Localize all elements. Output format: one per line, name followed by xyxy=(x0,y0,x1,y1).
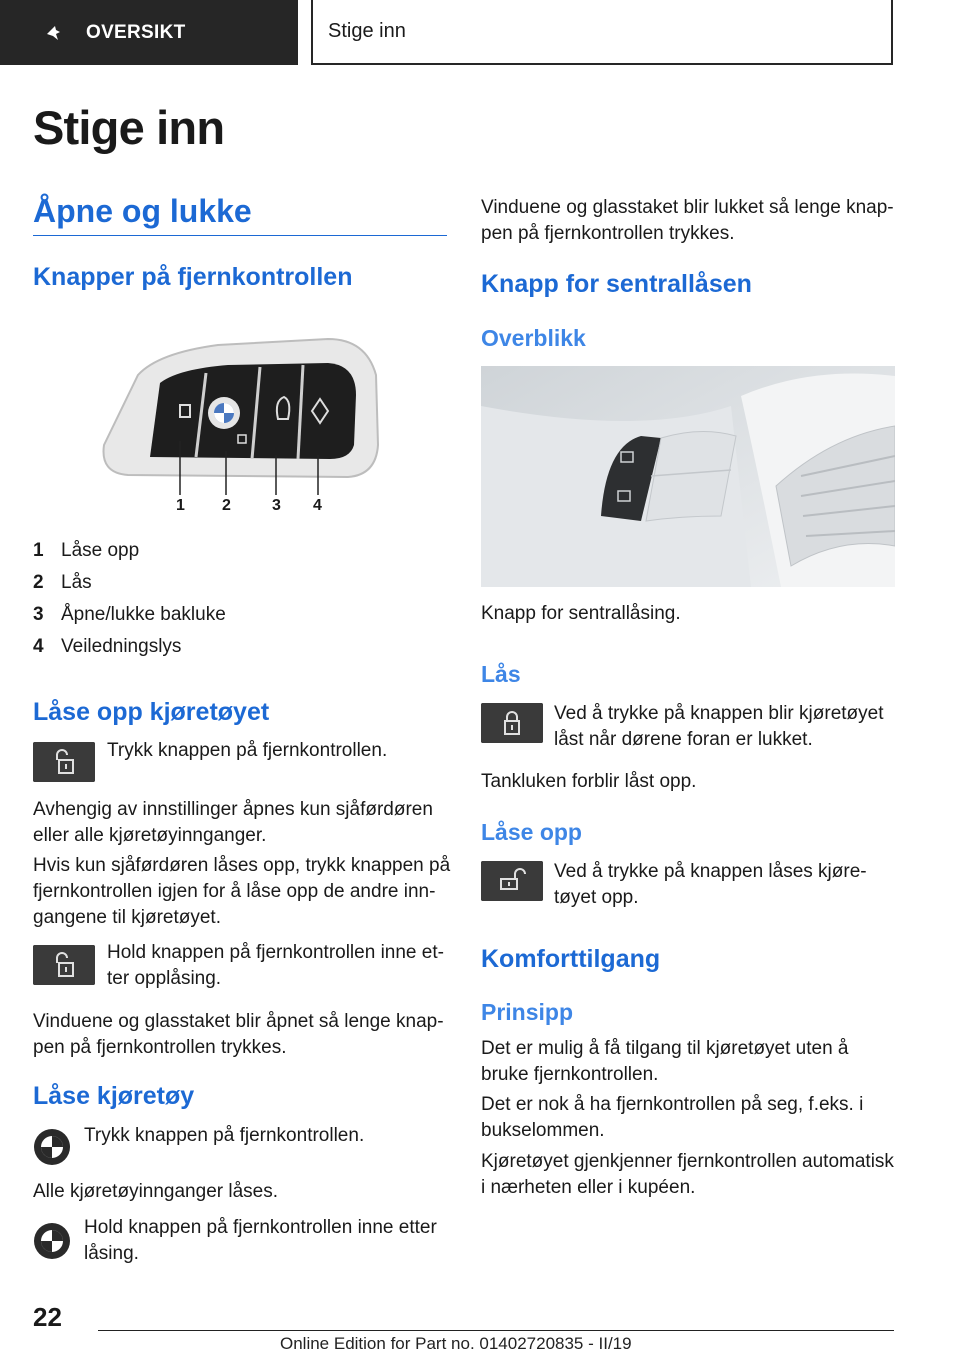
unlock-p4-l2: ter opplåsing. xyxy=(107,968,222,989)
photo-caption: Knapp for sentrallåsing. xyxy=(481,603,681,624)
lock-desc-l2: låst når dørene foran er lukket. xyxy=(554,729,813,750)
callout-4: 4 xyxy=(313,497,322,514)
fuel-note: Tankluken forblir låst opp. xyxy=(481,771,697,792)
tab-section[interactable] xyxy=(311,0,893,65)
principle-p2-l1: Det er nok å ha fjernkontrollen på seg, f.eks. i xyxy=(481,1094,864,1115)
principle-p3-l1: Kjøretøyet gjenkjenner fjernkontrollen automatisk xyxy=(481,1151,894,1172)
tab-section-label: Stige inn xyxy=(328,20,406,42)
unlock-p1: Trykk knappen på fjernkontrollen. xyxy=(107,740,388,761)
unlock-p5-l2: pen på fjernkontrollen trykkes. xyxy=(33,1037,287,1058)
unlock-p3-l2: fjernkontrollen igjen for å låse opp de andre inn- xyxy=(33,881,436,902)
lock-p3-l1: Hold knappen på fjernkontrollen inne etter xyxy=(84,1217,437,1238)
callout-3: 3 xyxy=(272,497,281,514)
intro-l2: pen på fjernkontrollen trykkes. xyxy=(481,223,735,244)
tab-overview-label: OVERSIKT xyxy=(86,21,186,43)
tab-overview[interactable] xyxy=(0,0,298,65)
unlock-p3-l1: Hvis kun sjåførdøren låses opp, trykk knappen på xyxy=(33,855,451,876)
remote-legend xyxy=(33,540,433,660)
unlock-slot-button-icon xyxy=(481,861,543,901)
unlock-p2-l2: eller alle kjøretøyinnganger. xyxy=(33,825,267,846)
unlock-button-icon xyxy=(33,742,95,782)
intro-l1: Vinduene og glasstaket blir lukket så lenge knap- xyxy=(481,197,894,218)
list-item: 3 Åpne/lukke bakluke xyxy=(33,604,226,625)
principle-title: Prinsipp xyxy=(481,999,574,1025)
list-item: 2 Lås xyxy=(33,572,92,593)
door-panel-photo xyxy=(481,366,895,587)
remote-key-illustration xyxy=(98,335,388,525)
principle-p1-l1: Det er mulig å få tilgang til kjøretøyet uten å xyxy=(481,1038,849,1059)
unlock-p5-l1: Vinduene og glasstaket blir åpnet så lenge knap- xyxy=(33,1011,444,1032)
lock-p1: Trykk knappen på fjernkontrollen. xyxy=(84,1125,365,1146)
unlock-title: Låse opp kjøretøyet xyxy=(33,698,270,726)
callout-1: 1 xyxy=(176,497,185,514)
lock-button-icon xyxy=(481,703,543,743)
page-title: Stige inn xyxy=(33,101,225,154)
remote-title: Knapper på fjernkontrollen xyxy=(33,263,353,291)
lock-p3-l2: låsing. xyxy=(84,1243,139,1264)
unlock-desc-l2: tøyet opp. xyxy=(554,887,639,908)
unlock-button-icon xyxy=(33,945,95,985)
bmw-roundel-icon xyxy=(33,1128,71,1166)
bmw-roundel-icon xyxy=(33,1222,71,1260)
unlock-title-right: Låse opp xyxy=(481,819,582,845)
lock-title: Låse kjøretøy xyxy=(33,1082,195,1110)
overview-title: Overblikk xyxy=(481,325,586,351)
principle-p3-l2: i nærheten eller i kupéen. xyxy=(481,1177,696,1198)
principle-p2-l2: bukselommen. xyxy=(481,1120,605,1141)
principle-p1-l2: bruke fjernkontrollen. xyxy=(481,1064,659,1085)
lock-title-right: Lås xyxy=(481,661,521,687)
unlock-p4-l1: Hold knappen på fjernkontrollen inne et- xyxy=(107,942,444,963)
section-title: Åpne og lukke xyxy=(33,193,252,229)
page-number: 22 xyxy=(33,1302,62,1332)
unlock-p3-l3: gangene til kjøretøyet. xyxy=(33,907,221,928)
unlock-desc-l1: Ved å trykke på knappen låses kjøre- xyxy=(554,861,867,882)
footer-edition: Online Edition for Part no. 01402720835 - II/19 xyxy=(280,1334,632,1353)
lock-p2: Alle kjøretøyinnganger låses. xyxy=(33,1181,278,1202)
footer-rule xyxy=(98,1330,894,1331)
callout-2: 2 xyxy=(222,497,231,514)
central-lock-title: Knapp for sentrallåsen xyxy=(481,270,752,298)
comfort-title: Komforttilgang xyxy=(481,945,661,973)
list-item: 4 Veiledningslys xyxy=(33,636,182,657)
section-rule xyxy=(33,235,447,236)
unlock-p2-l1: Avhengig av innstillinger åpnes kun sjåførdøren xyxy=(33,799,433,820)
lock-desc-l1: Ved å trykke på knappen blir kjøretøyet xyxy=(554,703,884,724)
list-item: 1 Låse opp xyxy=(33,540,140,561)
car-key-icon xyxy=(44,22,66,44)
